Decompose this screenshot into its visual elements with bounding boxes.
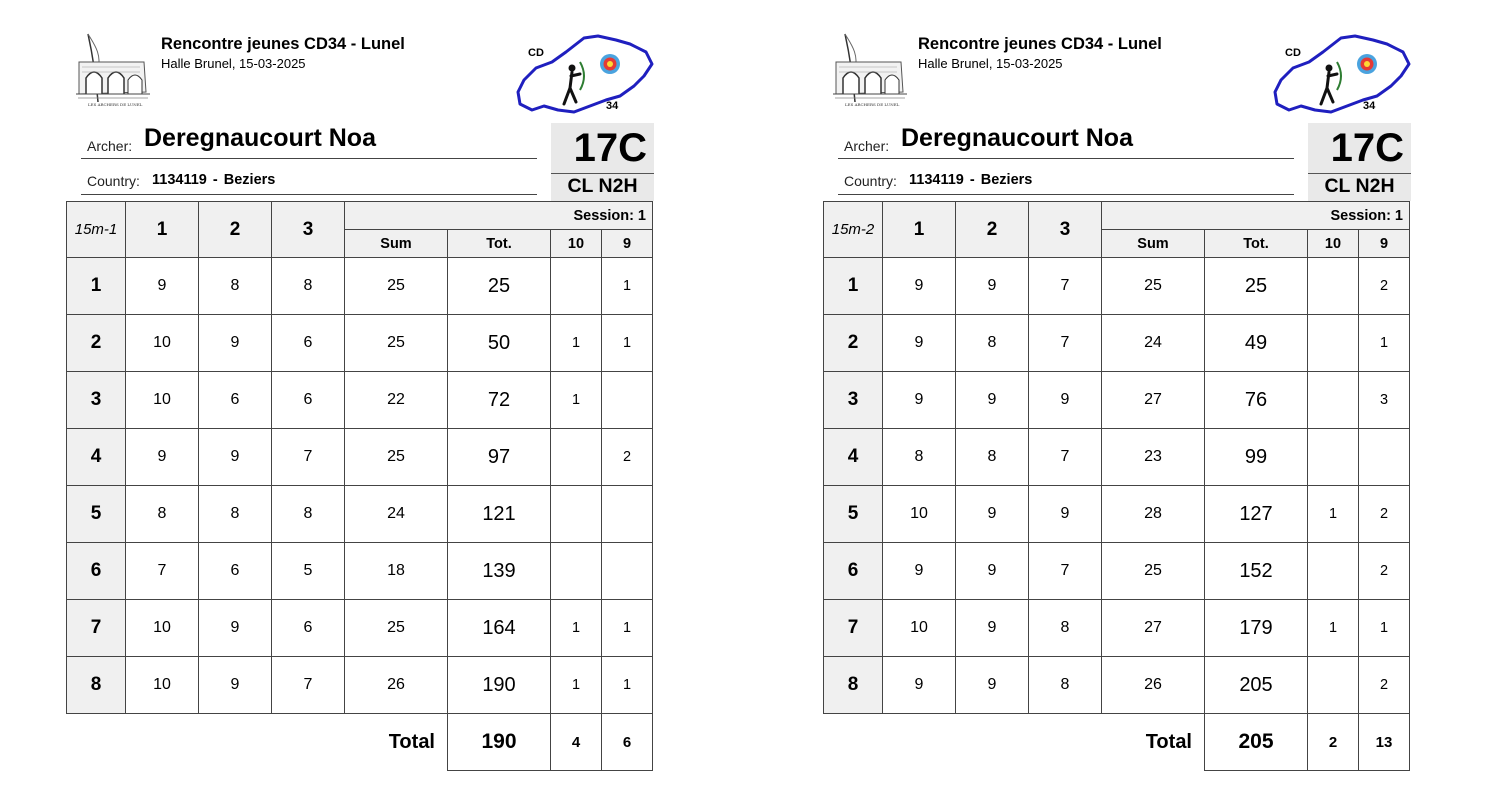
target-number: 17C [1330, 126, 1404, 170]
end-row [67, 600, 653, 657]
nines-count [602, 372, 653, 429]
cd34-logo-icon [514, 30, 656, 116]
nines-count: 3 [1359, 372, 1410, 429]
arrow-header-3: 3 [272, 202, 345, 258]
arrow-score: 9 [126, 258, 199, 315]
country-underline [838, 194, 1294, 195]
end-sum: 25 [345, 258, 448, 315]
cd-logo-bottom: 34 [606, 100, 619, 112]
end-sum: 24 [345, 486, 448, 543]
club-logo-text: LES ARCHERS DE LUNEL [845, 102, 900, 107]
archer-name: Deregnaucourt Noa [901, 124, 1133, 152]
tens-count [551, 429, 602, 486]
nines-count: 1 [602, 315, 653, 372]
nines-count: 1 [1359, 315, 1410, 372]
end-row [67, 258, 653, 315]
running-total: 127 [1205, 486, 1308, 543]
cd-logo-top: CD [1285, 47, 1301, 59]
end-row [824, 657, 1410, 714]
grand-total: 190 [448, 714, 551, 771]
tens-count [551, 486, 602, 543]
end-sum: 26 [345, 657, 448, 714]
arrow-score: 10 [883, 486, 956, 543]
arrow-score: 9 [883, 543, 956, 600]
arrow-score: 10 [126, 315, 199, 372]
country-name: Beziers [223, 172, 276, 188]
event-title: Rencontre jeunes CD34 - Lunel [161, 35, 405, 53]
scorecard-2 [823, 0, 1423, 811]
end-sum: 25 [1102, 543, 1205, 600]
nines-count: 2 [602, 429, 653, 486]
end-number: 8 [67, 657, 126, 714]
total-tens: 2 [1308, 714, 1359, 771]
score-table [823, 201, 1410, 771]
country-code: 1134119 - [152, 172, 218, 188]
end-number: 3 [824, 372, 883, 429]
nines-count: 1 [1359, 600, 1410, 657]
sum-header: Sum [1102, 230, 1205, 258]
tens-header: 10 [1308, 230, 1359, 258]
arrow-score: 6 [199, 543, 272, 600]
target-box [1308, 123, 1411, 201]
arrow-score: 7 [1029, 429, 1102, 486]
distance-label: 15m-2 [824, 202, 883, 258]
archer-name: Deregnaucourt Noa [144, 124, 376, 152]
arrow-score: 9 [956, 657, 1029, 714]
end-number: 2 [824, 315, 883, 372]
running-total: 99 [1205, 429, 1308, 486]
end-row [824, 543, 1410, 600]
tens-count: 1 [551, 657, 602, 714]
running-total: 179 [1205, 600, 1308, 657]
nines-count: 2 [1359, 543, 1410, 600]
end-number: 4 [67, 429, 126, 486]
tens-count [551, 258, 602, 315]
end-row [67, 315, 653, 372]
cd-logo-top: CD [528, 47, 544, 59]
arrow-score: 6 [272, 600, 345, 657]
nines-count: 1 [602, 657, 653, 714]
total-label: Total [1145, 730, 1192, 753]
country-underline [81, 194, 537, 195]
nines-header: 9 [602, 230, 653, 258]
arrow-score: 10 [126, 600, 199, 657]
end-sum: 25 [345, 429, 448, 486]
arrow-score: 7 [1029, 258, 1102, 315]
end-number: 6 [824, 543, 883, 600]
running-total: 25 [448, 258, 551, 315]
end-number: 5 [824, 486, 883, 543]
end-sum: 23 [1102, 429, 1205, 486]
archer-label: Archer: [844, 138, 890, 154]
end-sum: 26 [1102, 657, 1205, 714]
score-table [66, 201, 653, 771]
arrow-score: 9 [956, 486, 1029, 543]
arrow-score: 9 [199, 600, 272, 657]
cd34-logo-icon [1271, 30, 1413, 116]
tens-count [1308, 315, 1359, 372]
arrow-score: 8 [1029, 600, 1102, 657]
arrow-header-2: 2 [199, 202, 272, 258]
nines-header: 9 [1359, 230, 1410, 258]
total-row [824, 714, 1410, 771]
end-row [67, 372, 653, 429]
target-category: CL N2H [567, 175, 638, 197]
arrow-score: 8 [956, 429, 1029, 486]
target-box [551, 123, 654, 201]
tot-header: Tot. [1205, 230, 1308, 258]
running-total: 190 [448, 657, 551, 714]
end-sum: 25 [1102, 258, 1205, 315]
end-number: 7 [824, 600, 883, 657]
arrow-score: 7 [272, 429, 345, 486]
total-nines: 13 [1359, 714, 1410, 771]
total-nines: 6 [602, 714, 653, 771]
running-total: 97 [448, 429, 551, 486]
arrow-score: 8 [199, 258, 272, 315]
arrow-header-1: 1 [126, 202, 199, 258]
end-number: 2 [67, 315, 126, 372]
end-number: 1 [67, 258, 126, 315]
end-sum: 18 [345, 543, 448, 600]
tens-count [1308, 543, 1359, 600]
nines-count [602, 543, 653, 600]
event-subtitle: Halle Brunel, 15-03-2025 [161, 56, 306, 71]
arrow-score: 9 [883, 258, 956, 315]
tens-count: 1 [551, 600, 602, 657]
arrow-score: 8 [272, 258, 345, 315]
arrow-score: 10 [126, 372, 199, 429]
end-sum: 27 [1102, 372, 1205, 429]
tens-count [1308, 429, 1359, 486]
event-title: Rencontre jeunes CD34 - Lunel [918, 35, 1162, 53]
tot-header: Tot. [448, 230, 551, 258]
club-logo-icon [74, 32, 154, 114]
end-sum: 22 [345, 372, 448, 429]
running-total: 76 [1205, 372, 1308, 429]
country-value [152, 172, 275, 188]
session-label: Session: 1 [345, 202, 653, 230]
country-name: Beziers [980, 172, 1033, 188]
arrow-score: 6 [199, 372, 272, 429]
target-number: 17C [573, 126, 647, 170]
end-sum: 28 [1102, 486, 1205, 543]
total-tens: 4 [551, 714, 602, 771]
nines-count: 1 [602, 600, 653, 657]
arrow-score: 8 [883, 429, 956, 486]
nines-count: 1 [602, 258, 653, 315]
total-label: Total [388, 730, 435, 753]
end-sum: 24 [1102, 315, 1205, 372]
country-label: Country: [844, 173, 897, 189]
target-category: CL N2H [1324, 175, 1395, 197]
end-row [67, 486, 653, 543]
arrow-score: 6 [272, 315, 345, 372]
arrow-score: 9 [1029, 486, 1102, 543]
arrow-score: 7 [272, 657, 345, 714]
running-total: 25 [1205, 258, 1308, 315]
end-sum: 25 [345, 600, 448, 657]
running-total: 121 [448, 486, 551, 543]
tens-count [1308, 372, 1359, 429]
tens-count [1308, 258, 1359, 315]
end-row [824, 372, 1410, 429]
country-label: Country: [87, 173, 140, 189]
end-row [824, 315, 1410, 372]
arrow-score: 9 [883, 372, 956, 429]
arrow-score: 9 [883, 657, 956, 714]
arrow-header-2: 2 [956, 202, 1029, 258]
arrow-score: 8 [1029, 657, 1102, 714]
club-logo-icon [831, 32, 911, 114]
total-row [67, 714, 653, 771]
tens-count: 1 [1308, 486, 1359, 543]
arrow-score: 9 [956, 258, 1029, 315]
arrow-score: 7 [1029, 315, 1102, 372]
end-sum: 27 [1102, 600, 1205, 657]
arrow-score: 8 [199, 486, 272, 543]
session-label: Session: 1 [1102, 202, 1410, 230]
end-number: 4 [824, 429, 883, 486]
running-total: 50 [448, 315, 551, 372]
arrow-score: 9 [956, 372, 1029, 429]
tens-count [1308, 657, 1359, 714]
cd-logo-bottom: 34 [1363, 100, 1376, 112]
event-subtitle: Halle Brunel, 15-03-2025 [918, 56, 1063, 71]
running-total: 205 [1205, 657, 1308, 714]
end-row [824, 600, 1410, 657]
arrow-score: 8 [956, 315, 1029, 372]
end-row [824, 258, 1410, 315]
nines-count: 2 [1359, 657, 1410, 714]
grand-total: 205 [1205, 714, 1308, 771]
country-code: 1134119 - [909, 172, 975, 188]
arrow-score: 9 [1029, 372, 1102, 429]
arrow-score: 5 [272, 543, 345, 600]
country-value [909, 172, 1032, 188]
end-number: 8 [824, 657, 883, 714]
arrow-score: 9 [199, 657, 272, 714]
arrow-score: 8 [272, 486, 345, 543]
arrow-score: 8 [126, 486, 199, 543]
archer-underline [838, 158, 1294, 159]
running-total: 164 [448, 600, 551, 657]
tens-count: 1 [551, 372, 602, 429]
arrow-score: 10 [883, 600, 956, 657]
arrow-score: 9 [126, 429, 199, 486]
archer-underline [81, 158, 537, 159]
sum-header: Sum [345, 230, 448, 258]
arrow-score: 7 [1029, 543, 1102, 600]
end-row [824, 486, 1410, 543]
nines-count [602, 486, 653, 543]
arrow-score: 9 [883, 315, 956, 372]
tens-count [551, 543, 602, 600]
nines-count [1359, 429, 1410, 486]
running-total: 49 [1205, 315, 1308, 372]
arrow-score: 9 [199, 315, 272, 372]
end-sum: 25 [345, 315, 448, 372]
running-total: 139 [448, 543, 551, 600]
end-number: 5 [67, 486, 126, 543]
club-logo-text: LES ARCHERS DE LUNEL [88, 102, 143, 107]
distance-label: 15m-1 [67, 202, 126, 258]
tens-count: 1 [551, 315, 602, 372]
end-row [67, 657, 653, 714]
end-number: 6 [67, 543, 126, 600]
end-number: 7 [67, 600, 126, 657]
end-row [67, 429, 653, 486]
end-row [824, 429, 1410, 486]
arrow-score: 9 [199, 429, 272, 486]
arrow-score: 9 [956, 543, 1029, 600]
scorecard-1 [66, 0, 666, 811]
arrow-score: 7 [126, 543, 199, 600]
arrow-score: 9 [956, 600, 1029, 657]
nines-count: 2 [1359, 258, 1410, 315]
arrow-header-3: 3 [1029, 202, 1102, 258]
running-total: 72 [448, 372, 551, 429]
end-number: 1 [824, 258, 883, 315]
end-number: 3 [67, 372, 126, 429]
arrow-header-1: 1 [883, 202, 956, 258]
tens-header: 10 [551, 230, 602, 258]
nines-count: 2 [1359, 486, 1410, 543]
end-row [67, 543, 653, 600]
tens-count: 1 [1308, 600, 1359, 657]
running-total: 152 [1205, 543, 1308, 600]
arrow-score: 6 [272, 372, 345, 429]
arrow-score: 10 [126, 657, 199, 714]
archer-label: Archer: [87, 138, 133, 154]
